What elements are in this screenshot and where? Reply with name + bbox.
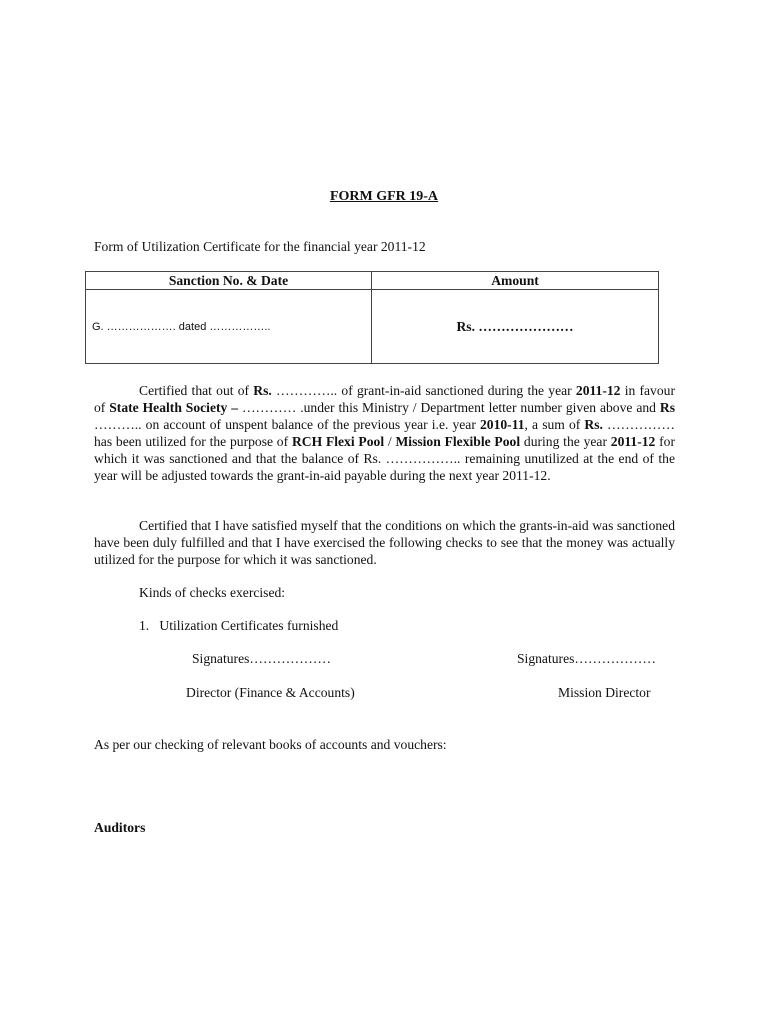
- checks-label: Kinds of checks exercised:: [139, 585, 286, 600]
- mission-director-role: Mission Director: [558, 685, 651, 700]
- auditors-label: Auditors: [94, 820, 146, 835]
- sanction-table: [85, 271, 659, 364]
- check-list-item: 1. Utilization Certificates furnished: [139, 618, 339, 633]
- director-finance-role: Director (Finance & Accounts): [186, 685, 355, 700]
- amount-header: Amount: [372, 272, 659, 290]
- certification-paragraph-2: Certified that I have satisfied myself that the conditions on which the grants-in-aid was sanctioned have been duly fulfilled and that I have exercised the following checks to see that the money was actually utilized for the purpose for which it was sanctioned.: [94, 518, 675, 567]
- table-row: [86, 290, 659, 364]
- sanction-value: G. ………………. dated ……………..: [86, 290, 372, 364]
- form-subtitle: Form of Utilization Certificate for the financial year 2011-12: [94, 239, 426, 254]
- amount-value: Rs. …………………: [372, 290, 659, 364]
- form-title: FORM GFR 19-A: [329, 189, 439, 204]
- table-header-row: [86, 272, 659, 290]
- signature-right: Signatures………………: [517, 651, 656, 666]
- checking-note: As per our checking of relevant books of accounts and vouchers:: [94, 737, 447, 752]
- sanction-header: Sanction No. & Date: [86, 272, 372, 290]
- certification-paragraph-1: Certified that out of Rs. ………….. of grant-in-aid sanctioned during the year 2011-12 in favour of State Health Society – ………… .under this Ministry / Department letter number given above and Rs ……….. on account of unspent balance of the previous year i.e. year 2010-11, a sum of Rs. …………… has been utilized for the purpose of RCH Flexi Pool / Mission Flexible Pool during the year 2011-12 for which it was sanctioned and that the balance of Rs. …………….. remaining unutilized at the end of the year will be adjusted towards the grant-in-aid payable during the next year 2011-12.: [94, 383, 675, 483]
- signature-left: Signatures………………: [192, 651, 331, 666]
